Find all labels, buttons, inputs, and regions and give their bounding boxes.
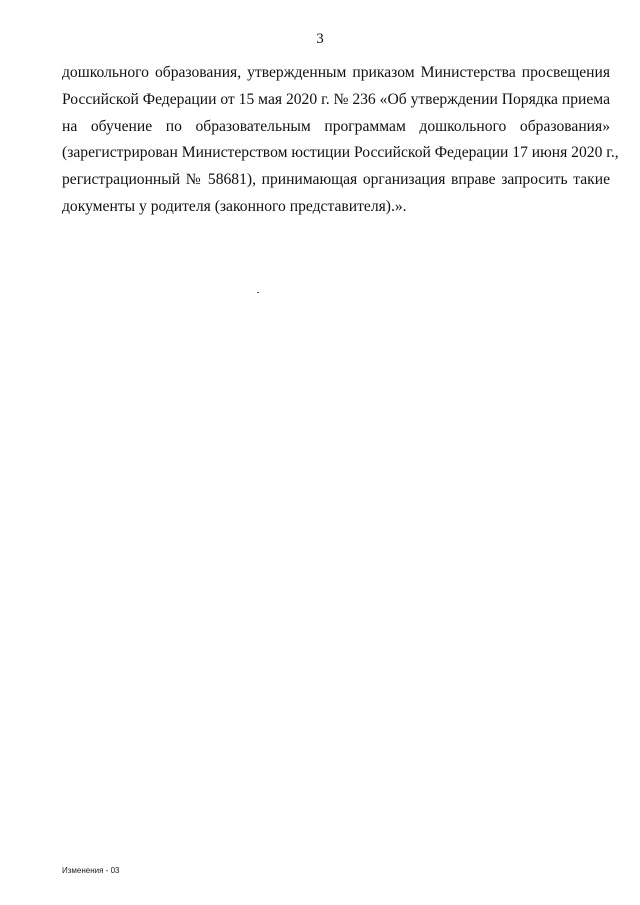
body-line: дошкольного образования, утвержденным приказом Министерства просвещения [62, 64, 610, 81]
scan-speck [257, 292, 259, 293]
body-line: регистрационный № 58681), принимающая организация вправе запросить такие [62, 171, 610, 189]
body-line: на обучение по образовательным программам дошкольного образования» [62, 117, 610, 135]
page-number: 3 [316, 31, 324, 47]
footer-revision-note: Изменения - 03 [62, 866, 120, 875]
body-paragraph [62, 60, 619, 221]
body-line: (зарегистрирован Министерством юстиции Российской Федерации 17 июня 2020 г., [62, 144, 619, 162]
body-line: Российской Федерации от 15 мая 2020 г. № 236 «Об утверждении Порядка приема [62, 90, 610, 108]
body-line: документы у родителя (законного представителя).». [62, 197, 407, 215]
